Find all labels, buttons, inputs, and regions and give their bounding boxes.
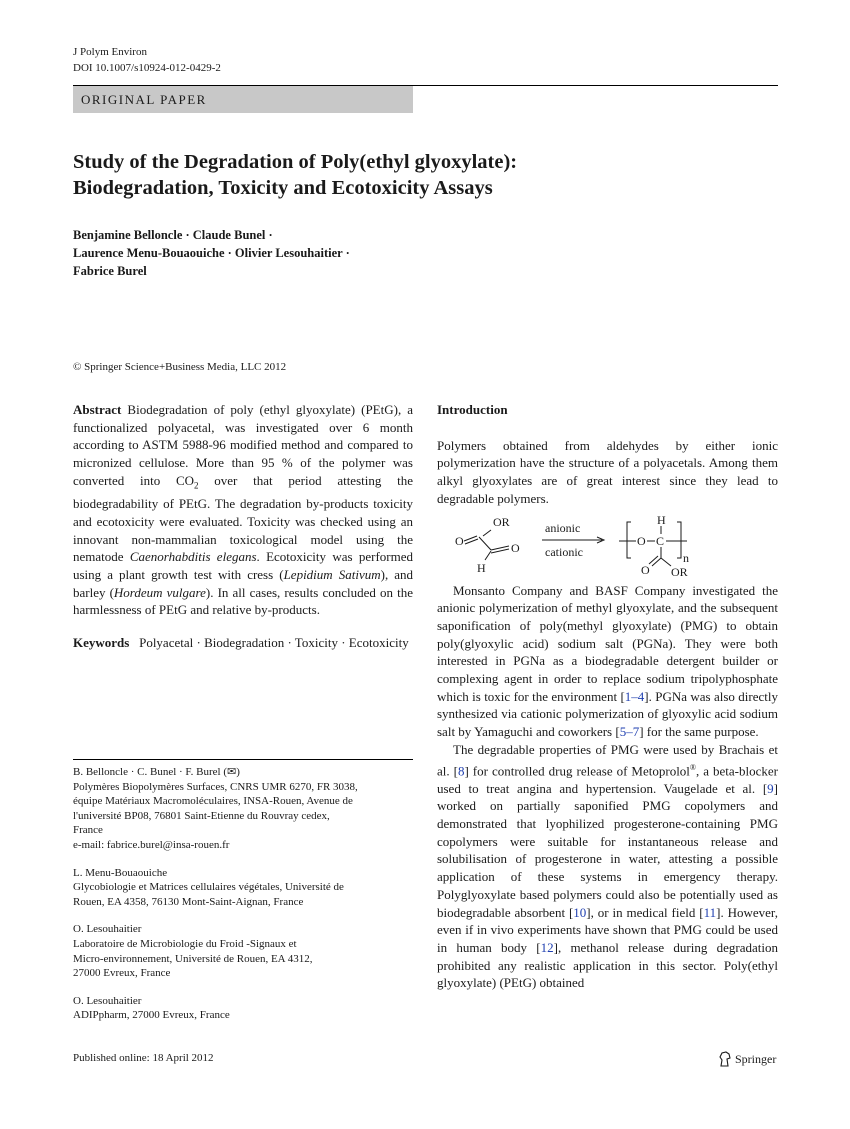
scheme-label: O	[511, 540, 520, 555]
scheme-label: O	[637, 533, 646, 548]
affiliation-block: O. Lesouhaitier ADIPpharm, 27000 Evreux, France	[73, 994, 230, 1022]
citation-link[interactable]: 10	[573, 904, 587, 920]
scheme-label: C	[656, 533, 665, 548]
left-column	[73, 401, 413, 652]
scheme-label: OR	[493, 514, 510, 529]
citation-link[interactable]: 5–7	[619, 724, 640, 740]
keywords-label: Keywords	[73, 635, 130, 651]
citation-link[interactable]: 12	[540, 939, 554, 955]
species-name: Hordeum vulgare	[113, 584, 206, 600]
abstract: Abstract Biodegradation of poly (ethyl glyoxylate) (PEtG), a functionalized polyacetal, was investigated over 6 month according to ASTM 5988-96 modified method and compared to micronized cellulose. More than 95 % of the polymer was converted into $CO_2$ over that period attesting the biodegradability of PEtG. The degradation by-products toxicity and ecotoxicity were evaluated. Toxicity was checked using an innovant non-mammalian toxicological model using the nematode Caenorhabditis elegans. Ecotoxicity was performed using a plant growth test with cress (Lepidium Sativum), and barley (Hordeum vulgare). In all cases, results concluded on the harmlessness of PEtG and relative by-products.	[73, 402, 414, 618]
scheme-label: O	[641, 562, 650, 576]
affiliations	[73, 765, 413, 1036]
affiliations-rule	[73, 759, 413, 760]
author-line: Fabrice Burel	[73, 264, 147, 278]
affiliation-block: B. Belloncle · C. Bunel · F. Burel (✉) Polymères Biopolymères Surfaces, CNRS UMR 6270, FR 3038, équipe Matériaux Macromoléculaires, INSA-Rouen, Avenue de l'université BP08, 76801 Saint-Etienne du Rouvray cedex, France e-mail: fabrice.burel@insa-rouen.fr	[73, 765, 413, 853]
paragraph: Monsanto Company and BASF Company investigated the anionic polymerization of methyl glyoxylate, and the subsequent saponification of poly(methyl glyoxylate) (PMG) to obtain poly(glyoxylic acid) sodium salt (PGNa). They were both interested in PGNa as a biodegradable detergent builder or complexing agent in order to replace sodium tripolyphosphate which is toxic for the environment [1–4]. PGNa was also directly synthesized via cationic polymerization of glyoxylic acid sodium salt by Yamaguchi and coworkers [5–7] for the same purpose.	[437, 582, 779, 740]
scheme-label: H	[477, 560, 486, 575]
right-column	[437, 401, 778, 992]
journal-name: J Polym Environ	[73, 46, 147, 58]
copyright-notice: © Springer Science+Business Media, LLC 2012	[73, 361, 287, 373]
publication-date: Published online: 18 April 2012	[73, 1052, 214, 1064]
author-line: Benjamine Belloncle · Claude Bunel ·	[73, 228, 273, 242]
paragraph: Polymers obtained from aldehydes by either ionic polymerization have the structure of a polyacetals. Among them alkyl glyoxylates are of great interest since they lead to degradable polymers.	[437, 437, 778, 506]
paragraph: The degradable properties of PMG were used by Brachais et al. [8] for controlled drug release of Metoprolol®, a beta-blocker used to treat angina and hypertension. Vaugelade et al. [9] worked on partially saponified PMG copolymers and demonstrated that lyophilized progesterone-containing PMG copolymers were suitable for instantaneous release and solubilisation of progesterone in water, attesting a possible application of these systems in emergency therapy. Polyglyoxylate based polymers could also be potentially used as biodegradable absorbent [10], or in medical field [11]. However, even if in vivo experiments have shown that PMG could be used in human body [12], methanol release during degradation prohibited any realistic application in this sector. Poly(ethyl glyoxylate) (PEtG) obtained	[437, 741, 778, 991]
doi: DOI 10.1007/s10924-012-0429-2	[73, 62, 221, 74]
publisher-logo	[718, 1051, 776, 1067]
author-line: Laurence Menu-Bouaouiche · Olivier Lesouhaitier ·	[73, 246, 350, 260]
citation-link[interactable]: 1–4	[624, 688, 645, 704]
scheme-label: OR	[671, 564, 688, 576]
citation-link[interactable]: 8	[457, 762, 465, 778]
article-type-band	[73, 86, 413, 113]
citation-link[interactable]: 9	[767, 780, 774, 796]
abstract-label: Abstract	[73, 402, 122, 417]
running-header	[73, 44, 221, 76]
scheme-label: anionic	[545, 520, 581, 535]
author-list	[73, 226, 473, 280]
scheme-label: H	[657, 513, 666, 527]
species-name: Lepidium Sativum	[283, 566, 381, 582]
scheme-label: cationic	[545, 544, 583, 559]
polymerization-scheme	[447, 514, 767, 576]
keywords: Keywords Polyacetal · Biodegradation · Toxicity · Ecotoxicity	[73, 635, 409, 651]
scheme-label: n	[683, 550, 689, 565]
springer-horse-icon	[718, 1051, 732, 1067]
scheme-label: O	[455, 533, 464, 548]
title-line-1: Study of the Degradation of Poly(ethyl glyoxylate):	[73, 151, 518, 173]
citation-link[interactable]: 11	[703, 904, 717, 920]
publisher-name: Springer	[735, 1051, 777, 1066]
paper-title	[73, 149, 778, 201]
title-line-2: Biodegradation, Toxicity and Ecotoxicity Assays	[73, 177, 493, 199]
section-heading: Introduction	[437, 402, 508, 417]
species-name: Caenorhabditis elegans	[129, 549, 257, 565]
article-type-label: ORIGINAL PAPER	[81, 92, 207, 107]
email-link[interactable]: e-mail: fabrice.burel@insa-rouen.fr	[73, 838, 230, 851]
affiliation-block: O. Lesouhaitier Laboratoire de Microbiologie du Froid -Signaux et Micro-environnement, Université de Rouen, EA 4312, 27000 Evreux, France	[73, 923, 313, 980]
affiliation-block: L. Menu-Bouaouiche Glycobiologie et Matrices cellulaires végétales, Université de Rouen, EA 4358, 76130 Mont-Saint-Aignan, France	[73, 866, 344, 908]
